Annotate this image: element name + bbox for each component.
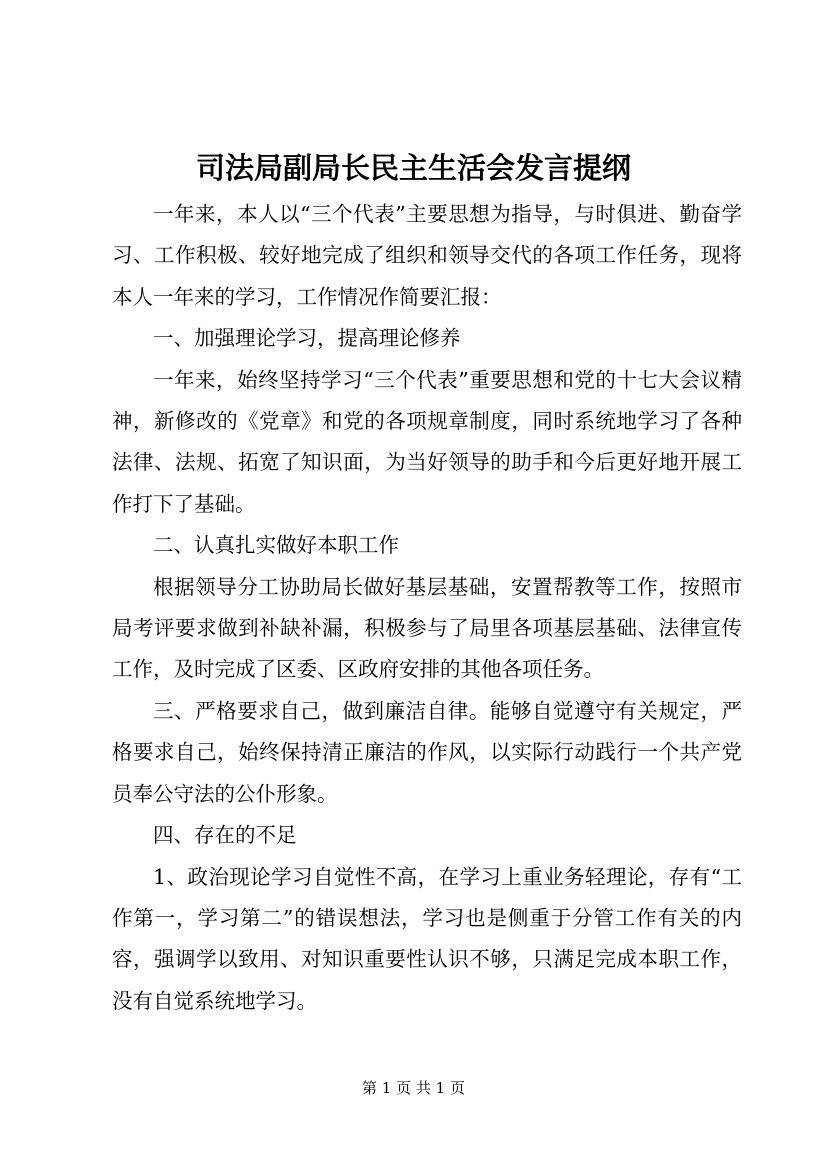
heading-section-2: 二、认真扎实做好本职工作 — [153, 533, 399, 558]
paragraph-shortcoming-1: 1、政治现论学习自觉性不高，在学习上重业务轻理论，存有“工作第一，学习第二”的错误想法，学习也是侧重于分管工作有关的内容，强调学以致用、对知识重要性认识不够，只满足完成本职工作，没有自觉系统地学习。 — [112, 864, 742, 1013]
paragraph-intro: 一年来，本人以“三个代表”主要思想为指导，与时俱进、勤奋学习、工作积极、较好地完成了组织和领导交代的各项工作任务，现将本人一年来的学习，工作情况作简要汇报： — [112, 202, 742, 309]
paragraph-section-1: 一年来，始终坚持学习“三个代表”重要思想和党的十七大会议精神，新修改的《党章》和党的各项规章制度，同时系统地学习了各种法律、法规、拓宽了知识面，为当好领导的助手和今后更好地开展工作打下了基础。 — [112, 367, 742, 516]
heading-section-4: 四、存在的不足 — [153, 823, 297, 848]
page-number-footer: 第 1 页 共 1 页 — [362, 1079, 465, 1097]
document-title: 司法局副局长民主生活会发言提纲 — [195, 151, 631, 185]
paragraph-section-3: 三、严格要求自己，做到廉洁自律。能够自觉遵守有关规定，严格要求自己，始终保持清正廉洁的作风，以实际行动践行一个共产党员奉公守法的公仆形象。 — [112, 698, 742, 806]
heading-section-1: 一、加强理论学习，提高理论修养 — [153, 326, 461, 351]
paragraph-section-2: 根据领导分工协助局长做好基层基础，安置帮教等工作，按照市局考评要求做到补缺补漏，积极参与了局里各项基层基础、法律宣传工作，及时完成了区委、区政府安排的其他各项任务。 — [112, 574, 742, 682]
document-body — [112, 194, 742, 1022]
